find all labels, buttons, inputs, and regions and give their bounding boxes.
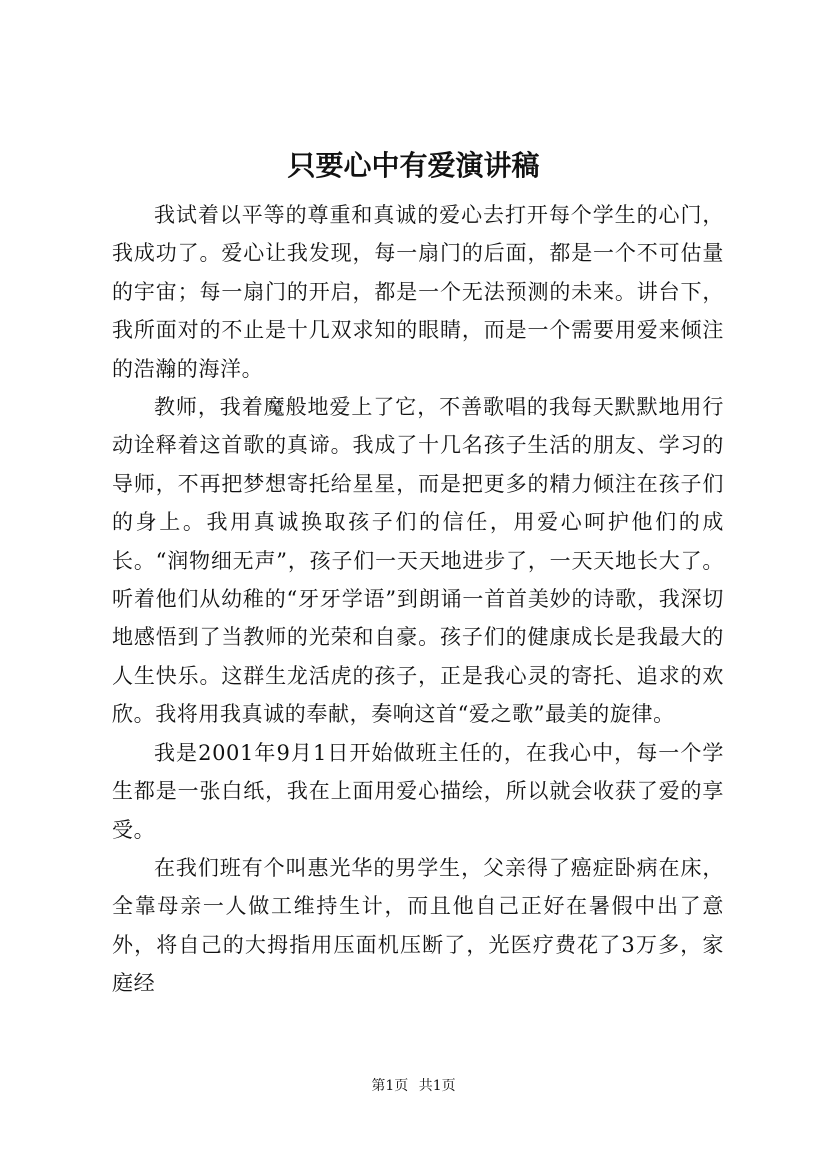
paragraph: 教师，我着魔般地爱上了它，不善歌唱的我每天默默地用行动诠释着这首歌的真谛。我成了十几名孩子生活的朋友、学习的导师，不再把梦想寄托给星星，而是把更多的精力倾注在孩子们的身上。我用真诚换取孩子们的信任，用爱心呵护他们的成长。“润物细无声”，孩子们一天天地进步了，一天天地长大了。听着他们从幼稚的“牙牙学语”到朗诵一首首美妙的诗歌，我深切地感悟到了当教师的光荣和自豪。孩子们的健康成长是我最大的人生快乐。这群生龙活虎的孩子，正是我心灵的寄托、追求的欢欣。我将用我真诚的奉献，奏响这首“爱之歌”最美的旋律。 bbox=[112, 395, 724, 727]
page-footer bbox=[0, 1076, 827, 1096]
page-number: 第1页 bbox=[371, 1078, 409, 1094]
paragraph: 在我们班有个叫惠光华的男学生，父亲得了癌症卧病在床，全靠母亲一人做工维持生计，而且他自己正好在暑假中出了意外，将自己的大拇指用压面机压断了，光医疗费花了3万多，家庭经 bbox=[112, 855, 724, 996]
page-total: 共1页 bbox=[418, 1078, 456, 1094]
paragraph: 我是2001年9月1日开始做班主任的，在我心中，每一个学生都是一张白纸，我在上面用爱心描绘，所以就会收获了爱的享受。 bbox=[112, 740, 724, 842]
document-title: 只要心中有爱演讲稿 bbox=[287, 149, 540, 182]
document-body bbox=[112, 196, 724, 1003]
paragraph: 我试着以平等的尊重和真诚的爱心去打开每个学生的心门，我成功了。爱心让我发现，每一扇门的后面，都是一个不可估量的宇宙；每一扇门的开启，都是一个无法预测的未来。讲台下，我所面对的不止是十几双求知的眼睛，而是一个需要用爱来倾注的浩瀚的海洋。 bbox=[112, 203, 724, 381]
